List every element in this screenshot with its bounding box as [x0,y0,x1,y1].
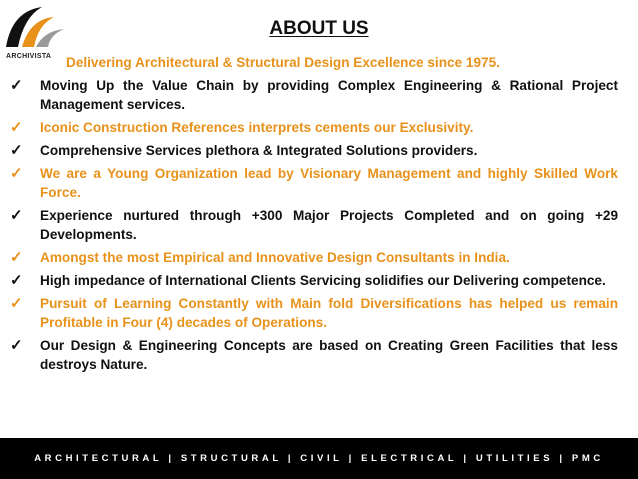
bullet-text: Pursuit of Learning Constantly with Main fold Diversifications has helped us remain Profitable in Four (4) decades of Operations. [40,296,618,330]
bullet-item [0,164,638,202]
bullet-text: High impedance of International Clients Servicing solidifies our Delivering competence. [40,273,606,288]
services-footer: ARCHITECTURAL | STRUCTURAL | CIVIL | ELECTRICAL | UTILITIES | PMC [0,438,638,479]
bullet-text: Comprehensive Services plethora & Integrated Solutions providers. [40,143,478,158]
bullet-item [0,248,638,267]
bullet-text: Iconic Construction References interprets cements our Exclusivity. [40,120,474,135]
checkmark-icon: ✓ [10,207,23,224]
bullet-item [0,141,638,160]
bullet-item [0,53,638,72]
bullet-item [0,206,638,244]
checkmark-icon: ✓ [10,337,23,354]
page-title: ABOUT US [269,18,369,39]
checkmark-icon: ✓ [10,119,23,136]
bullet-list [0,53,638,378]
bullet-item [0,336,638,374]
bullet-text: Amongst the most Empirical and Innovative Design Consultants in India. [40,250,510,265]
bullet-item [0,118,638,137]
bullet-text: Moving Up the Value Chain by providing Complex Engineering & Rational Project Management services. [40,78,618,112]
checkmark-icon: ✓ [10,295,23,312]
checkmark-icon: ✓ [10,77,23,94]
checkmark-icon: ✓ [10,272,23,289]
bullet-text: Delivering Architectural & Structural Design Excellence since 1975. [66,55,500,70]
logo-text: ARCHIVISTA [6,53,52,60]
checkmark-icon: ✓ [10,142,23,159]
bullet-item [0,76,638,114]
bullet-item [0,294,638,332]
bullet-item [0,271,638,290]
bullet-text: We are a Young Organization lead by Visionary Management and highly Skilled Work Force. [40,166,618,200]
checkmark-icon: ✓ [10,249,23,266]
bullet-text: Our Design & Engineering Concepts are based on Creating Green Facilities that less destroys Nature. [40,338,618,372]
bullet-text: Experience nurtured through +300 Major Projects Completed and on going +29 Developments. [40,208,618,242]
checkmark-icon: ✓ [10,165,23,182]
